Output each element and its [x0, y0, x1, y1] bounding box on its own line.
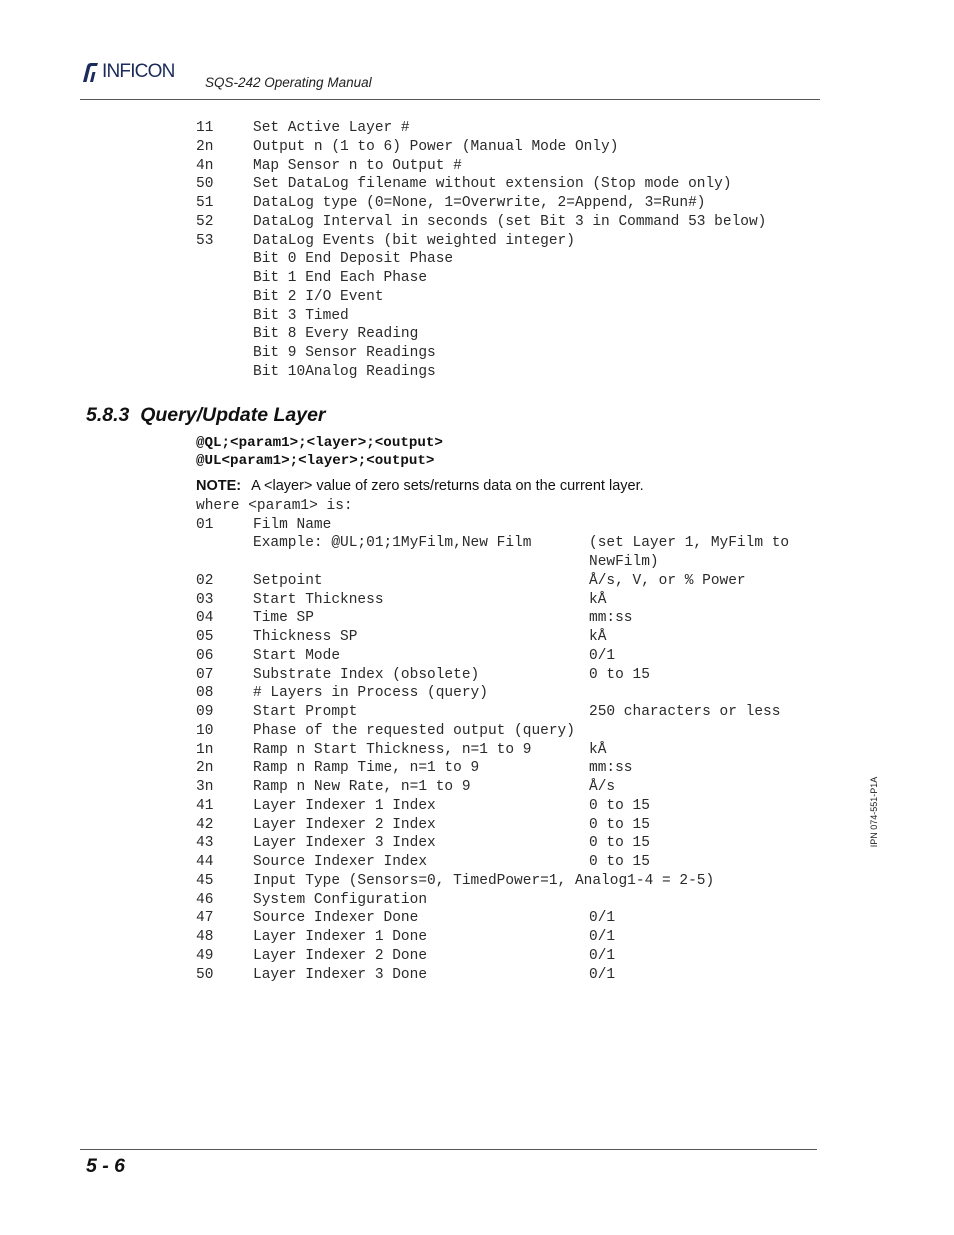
where-line — [196, 497, 353, 516]
cell-desc: Output n (1 to 6) Power (Manual Mode Only) — [253, 138, 619, 155]
cell-desc: Layer Indexer 3 Done — [253, 966, 428, 983]
cell-unit: Å/s, V, or % Power — [589, 572, 746, 589]
footer-rule — [80, 1149, 817, 1150]
note — [196, 478, 644, 494]
inficon-logo — [80, 60, 175, 84]
update-syntax: @UL<param1>;<layer>;<output> — [196, 453, 435, 469]
cell-code: 48 — [196, 929, 214, 945]
cell-code: 49 — [196, 947, 214, 964]
cell-desc: Layer Indexer 2 Index — [253, 816, 436, 833]
cell-code: 02 — [196, 572, 214, 589]
cell-unit: 0/1 — [589, 947, 616, 964]
cell-desc: System Configuration — [253, 891, 428, 908]
cell-desc: Ramp n Ramp Time, n=1 to 9 — [253, 760, 480, 777]
cell-code: 10 — [196, 722, 214, 739]
cell-unit: 0/1 — [589, 647, 616, 664]
note-text: A <layer> value of zero sets/returns data on the current layer. — [251, 478, 644, 494]
cell-code: 11 — [196, 120, 214, 136]
cell-desc: Substrate Index (obsolete) — [253, 666, 480, 683]
cell-unit: 0/1 — [589, 910, 616, 927]
cell-unit: kÅ — [589, 591, 607, 608]
cell-desc: Set DataLog filename without extension (Stop mode only) — [253, 176, 732, 193]
manual-title: SQS-242 Operating Manual — [205, 75, 372, 90]
cell-code: 05 — [196, 629, 214, 645]
cell-desc: Phase of the requested output (query) — [253, 722, 575, 739]
cell-desc: Bit 0 End Deposit Phase — [253, 251, 454, 268]
cell-desc: DataLog type (0=None, 1=Overwrite, 2=Append, 3=Run#) — [253, 195, 706, 211]
section-heading: 5.8.3 Query/Update Layer — [86, 404, 326, 426]
cell-desc: Thickness SP — [253, 629, 358, 645]
cell-code: 47 — [196, 910, 214, 927]
cell-desc: Bit 2 I/O Event — [253, 288, 384, 305]
cell-desc: Ramp n Start Thickness, n=1 to 9 — [253, 741, 532, 758]
cell-unit: 0 to 15 — [589, 816, 650, 833]
inficon-logo-icon — [80, 61, 100, 83]
cell-desc: Input Type (Sensors=0, TimedPower=1, Analog1-4 = 2-5) — [253, 872, 715, 889]
cell-unit: 0 to 15 — [589, 854, 650, 870]
cell-code: 3n — [196, 779, 214, 795]
cell-code: 45 — [196, 872, 214, 889]
cell-desc: Map Sensor n to Output # — [253, 157, 462, 174]
cell-desc: DataLog Events (bit weighted integer) — [253, 232, 575, 249]
cell-unit: NewFilm) — [589, 554, 659, 570]
cell-desc: Ramp n New Rate, n=1 to 9 — [253, 779, 471, 795]
cell-unit: kÅ — [589, 741, 607, 758]
cell-unit: (set Layer 1, MyFilm to — [589, 535, 790, 552]
cell-code: 52 — [196, 213, 214, 230]
cell-code: 04 — [196, 610, 214, 627]
brand-name: INFICON — [102, 61, 175, 82]
cell-code: 2n — [196, 138, 214, 155]
cell-desc: Film Name — [253, 516, 332, 533]
cell-code: 43 — [196, 835, 214, 852]
cell-code: 46 — [196, 891, 214, 908]
cell-desc: Layer Indexer 3 Index — [253, 835, 436, 852]
ipn-label: IPN 074-551-P1A — [869, 776, 879, 848]
cell-desc: Source Indexer Done — [253, 910, 419, 927]
cell-unit: 0/1 — [589, 929, 616, 945]
cell-unit: kÅ — [589, 629, 607, 645]
cell-unit: Å/s — [589, 779, 616, 795]
cell-code: 07 — [196, 666, 214, 683]
cell-unit: 0/1 — [589, 966, 616, 983]
query-syntax: @QL;<param1>;<layer>;<output> — [196, 435, 443, 451]
cell-desc: Source Indexer Index — [253, 854, 428, 870]
cell-desc: Start Mode — [253, 647, 341, 664]
cell-desc: Bit 8 Every Reading — [253, 326, 419, 343]
cell-desc: Start Prompt — [253, 704, 358, 720]
cell-code: 50 — [196, 176, 214, 193]
cell-unit: 0 to 15 — [589, 666, 650, 683]
page-number: 5 - 6 — [86, 1155, 126, 1177]
cell-unit: mm:ss — [589, 610, 633, 627]
cell-code: 06 — [196, 647, 214, 664]
cell-desc: Bit 9 Sensor Readings — [253, 345, 436, 361]
cell-desc: Set Active Layer # — [253, 120, 410, 136]
cell-desc: Time SP — [253, 610, 314, 627]
cell-desc: Bit 1 End Each Phase — [253, 270, 428, 286]
cell-unit: 250 characters or less — [589, 704, 781, 720]
cell-desc: Bit 10Analog Readings — [253, 363, 436, 380]
cell-desc: Layer Indexer 1 Done — [253, 929, 428, 945]
cell-code: 44 — [196, 854, 214, 870]
cell-unit: 0 to 15 — [589, 835, 650, 852]
cell-code: 09 — [196, 704, 214, 720]
cell-code: 51 — [196, 195, 214, 211]
cell-desc: Start Thickness — [253, 591, 384, 608]
cell-desc: Setpoint — [253, 572, 323, 589]
cell-code: 2n — [196, 760, 214, 777]
cell-desc: Example: @UL;01;1MyFilm,New Film — [253, 535, 532, 552]
cell-unit: 0 to 15 — [589, 797, 650, 814]
cell-code: 03 — [196, 591, 214, 608]
cell-code: 41 — [196, 797, 214, 814]
cell-desc: # Layers in Process (query) — [253, 685, 488, 702]
cell-code: 50 — [196, 966, 214, 983]
where-text: where <param1> is: — [196, 498, 353, 514]
cell-code: 1n — [196, 741, 214, 758]
cell-code: 53 — [196, 232, 214, 249]
cell-code: 42 — [196, 816, 214, 833]
cell-desc: Layer Indexer 2 Done — [253, 947, 428, 964]
note-label: NOTE: — [196, 478, 242, 494]
cell-desc: DataLog Interval in seconds (set Bit 3 in Command 53 below) — [253, 213, 767, 230]
cell-desc: Layer Indexer 1 Index — [253, 797, 436, 814]
header-rule — [80, 99, 820, 100]
cell-code: 01 — [196, 516, 214, 533]
cell-code: 4n — [196, 157, 214, 174]
cell-desc: Bit 3 Timed — [253, 307, 349, 324]
cell-unit: mm:ss — [589, 760, 633, 777]
cell-code: 08 — [196, 685, 214, 702]
